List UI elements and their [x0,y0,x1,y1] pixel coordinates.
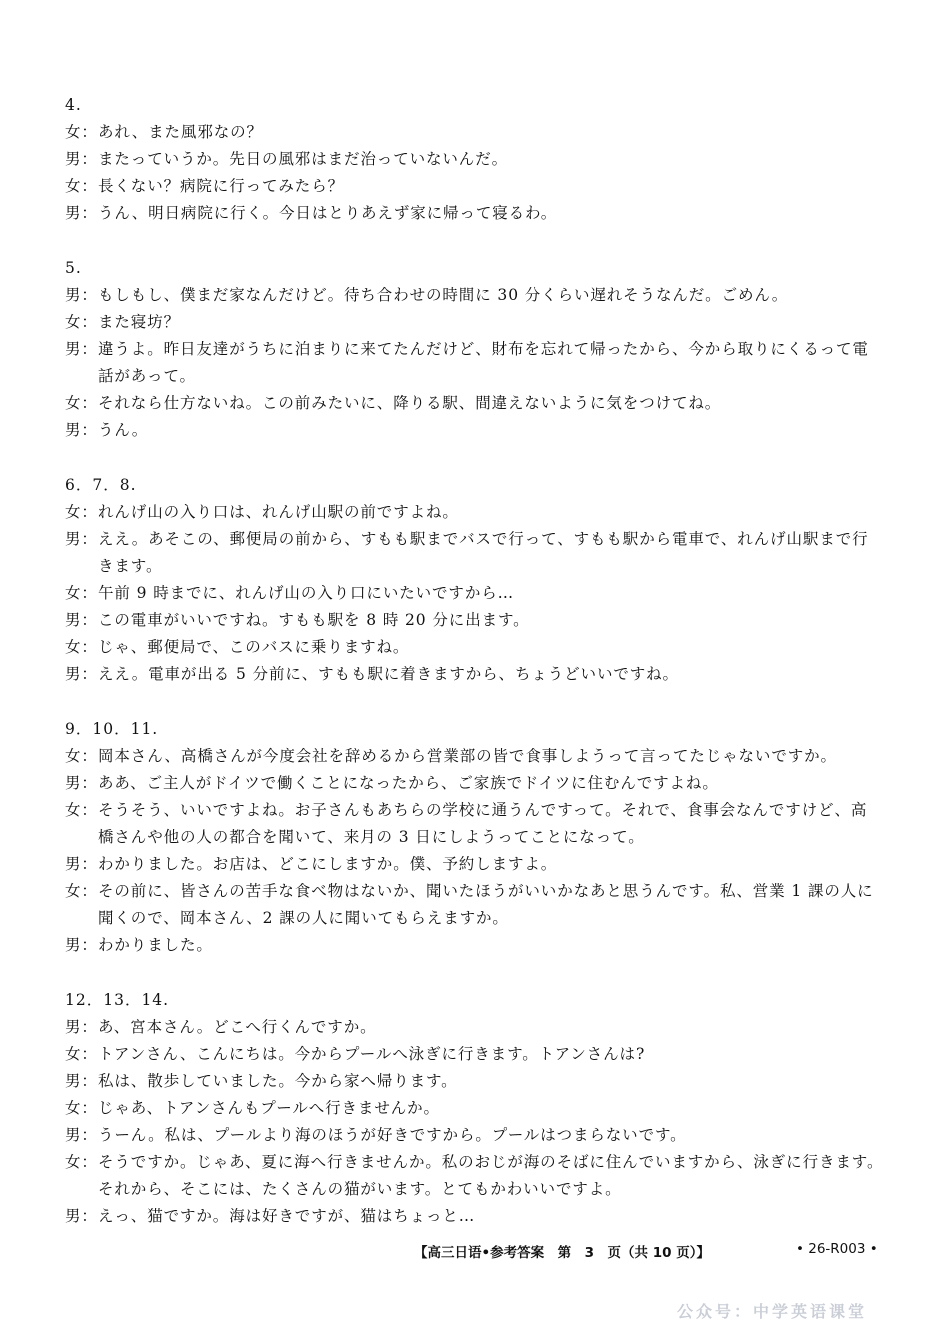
footer-code: • 26-R003 • [796,1241,878,1257]
utterance-text: 話があって。 [98,367,196,385]
dialogue-line [65,173,895,200]
dialogue-line [65,1095,895,1122]
dialogue-line [65,580,895,607]
utterance-text: トアンさん、こんにちは。今からプールへ泳ぎに行きます。トアンさんは? [98,1045,646,1063]
dialogue-line [65,553,895,580]
utterance-text: その前に、皆さんの苦手な食べ物はないか、聞いたほうがいいかなあと思うんです。私、営業 1 課の人に [98,882,874,900]
speaker-label: 男： [65,286,98,304]
speaker-label: 男： [65,1072,98,1090]
dialogue-line [65,119,895,146]
dialogue-section [65,987,895,1230]
speaker-label: 男： [65,774,98,792]
speaker-label: 男： [65,611,98,629]
question-number: 4. [65,96,82,114]
dialogue-line [65,309,895,336]
dialogue-line [65,1149,895,1176]
dialogue-line [65,932,895,959]
dialogue-line [65,1176,895,1203]
question-number: 5. [65,259,82,277]
dialogue-line [65,499,895,526]
dialogue-line [65,878,895,905]
utterance-text: それから、そこには、たくさんの猫がいます。とてもかわいいですよ。 [98,1180,622,1198]
dialogue-line [65,1122,895,1149]
dialogue-line [65,200,895,227]
dialogue-line [65,743,895,770]
speaker-label: 男： [65,936,98,954]
dialogue-section [65,716,895,959]
utterance-text: きます。 [98,557,163,575]
section-gap [65,688,895,716]
dialogue-line [65,282,895,309]
dialogue-line [65,1203,895,1230]
utterance-text: 午前 9 時までに、れんげ山の入り口にいたいですから… [98,584,515,602]
speaker-label: 女： [65,801,98,819]
utterance-text: またっていうか。先日の風邪はまだ治っていないんだ。 [98,150,509,168]
dialogue-line [65,390,895,417]
speaker-label: 男： [65,340,98,358]
utterance-text: そうそう、いいですよね。お子さんもあちらの学校に通うんですって。それで、食事会なんですけど、高 [98,801,868,819]
speaker-label: 男： [65,1126,98,1144]
dialogue-line [65,607,895,634]
dialogue-line [65,417,895,444]
utterance-text: もしもし、僕まだ家なんだけど。待ち合わせの時間に 30 分くらい遅れそうなんだ。ごめん。 [98,286,789,304]
utterance-text: ああ、ご主人がドイツで働くことになったから、ご家族でドイツに住むんですよね。 [98,774,719,792]
dialogue-line [65,661,895,688]
speaker-label: 女： [65,1045,98,1063]
dialogue-line [65,851,895,878]
dialogue-section [65,255,895,444]
dialogue-line [65,363,895,390]
dialogue-line [65,146,895,173]
dialogue-line [65,1068,895,1095]
speaker-label: 男： [65,150,98,168]
section-gap [65,959,895,987]
utterance-text: あれ、また風邪なの？ [98,123,263,141]
speaker-label: 男： [65,1018,98,1036]
question-number: 9．10．11. [65,720,159,738]
speaker-label: 女： [65,123,98,141]
speaker-label: 男： [65,665,98,683]
utterance-text: 橋さんや他の人の都合を聞いて、来月の 3 日にしようってことになって。 [98,828,645,846]
speaker-label: 男： [65,421,98,439]
dialogue-line [65,797,895,824]
dialogue-line [65,634,895,661]
section-gap [65,444,895,472]
utterance-text: また寝坊？ [98,313,181,331]
dialogue-section [65,92,895,227]
utterance-text: 違うよ。昨日友達がうちに泊まりに来てたんだけど、財布を忘れて帰ったから、今から取りにくるって電 [98,340,869,358]
utterance-text: わかりました。お店は、どこにしますか。僕、予約しますよ。 [98,855,558,873]
dialogue-line [65,770,895,797]
utterance-text: そうですか。じゃあ、夏に海へ行きませんか。私のおじが海のそばに住んでいますから、泳ぎに行きます。 [98,1153,884,1171]
speaker-label: 女： [65,503,98,521]
speaker-label: 女： [65,394,98,412]
utterance-text: れんげ山の入り口は、れんげ山駅の前ですよね。 [98,503,459,521]
dialogue-line [65,1041,895,1068]
dialogue-line [65,824,895,851]
utterance-text: 長くない？病院に行ってみたら？ [98,177,345,195]
speaker-label: 女： [65,882,98,900]
utterance-text: あ、宮本さん。どこへ行くんですか。 [98,1018,377,1036]
speaker-label: 女： [65,1099,98,1117]
utterance-text: うん、明日病院に行く。今日はとりあえず家に帰って寝るわ。 [98,204,558,222]
speaker-label: 男： [65,204,98,222]
dialogue-line [65,1014,895,1041]
utterance-text: うん。 [98,421,149,439]
speaker-label: 女： [65,1153,98,1171]
utterance-text: ええ。あそこの、郵便局の前から、すもも駅までバスで行って、すもも駅から電車で、れんげ山駅まで行 [98,530,869,548]
speaker-label: 女： [65,584,98,602]
speaker-label: 女： [65,747,98,765]
dialogue-line [65,905,895,932]
utterance-text: 聞くので、岡本さん、2 課の人に聞いてもらえますか。 [98,909,509,927]
speaker-label: 女： [65,313,98,331]
footer-page-info: 【高三日语•参考答案 第 3 页（共 10 页）】 [414,1245,710,1261]
utterance-text: じゃ、郵便局で、このバスに乗りますね。 [98,638,410,656]
question-number: 6．7．8. [65,476,137,494]
dialogue-line [65,526,895,553]
utterance-text: 私は、散歩していました。今から家へ帰ります。 [98,1072,458,1090]
utterance-text: えっ、猫ですか。海は好きですが、猫はちょっと… [98,1207,476,1225]
dialogue-line [65,336,895,363]
watermark: 公众号：中学英语课堂 [677,1302,868,1321]
section-gap [65,227,895,255]
utterance-text: この電車がいいですね。すもも駅を 8 時 20 分に出ます。 [98,611,530,629]
utterance-text: ええ。電車が出る 5 分前に、すもも駅に着きますから、ちょうどいいですね。 [98,665,679,683]
utterance-text: うーん。私は、プールより海のほうが好きですから。プールはつまらないです。 [98,1126,687,1144]
utterance-text: じゃあ、トアンさんもプールへ行きませんか。 [98,1099,440,1117]
speaker-label: 女： [65,638,98,656]
question-number: 12．13．14. [65,991,170,1009]
document-body [65,92,895,1230]
speaker-label: 男： [65,855,98,873]
page-footer [0,1241,950,1265]
speaker-label: 男： [65,530,98,548]
speaker-label: 男： [65,1207,98,1225]
utterance-text: それなら仕方ないね。この前みたいに、降りる駅、間違えないように気をつけてね。 [98,394,722,412]
dialogue-section [65,472,895,688]
utterance-text: 岡本さん、高橋さんが今度会社を辞めるから営業部の皆で食事しようって言ってたじゃないですか。 [98,747,837,765]
speaker-label: 女： [65,177,98,195]
utterance-text: わかりました。 [98,936,213,954]
